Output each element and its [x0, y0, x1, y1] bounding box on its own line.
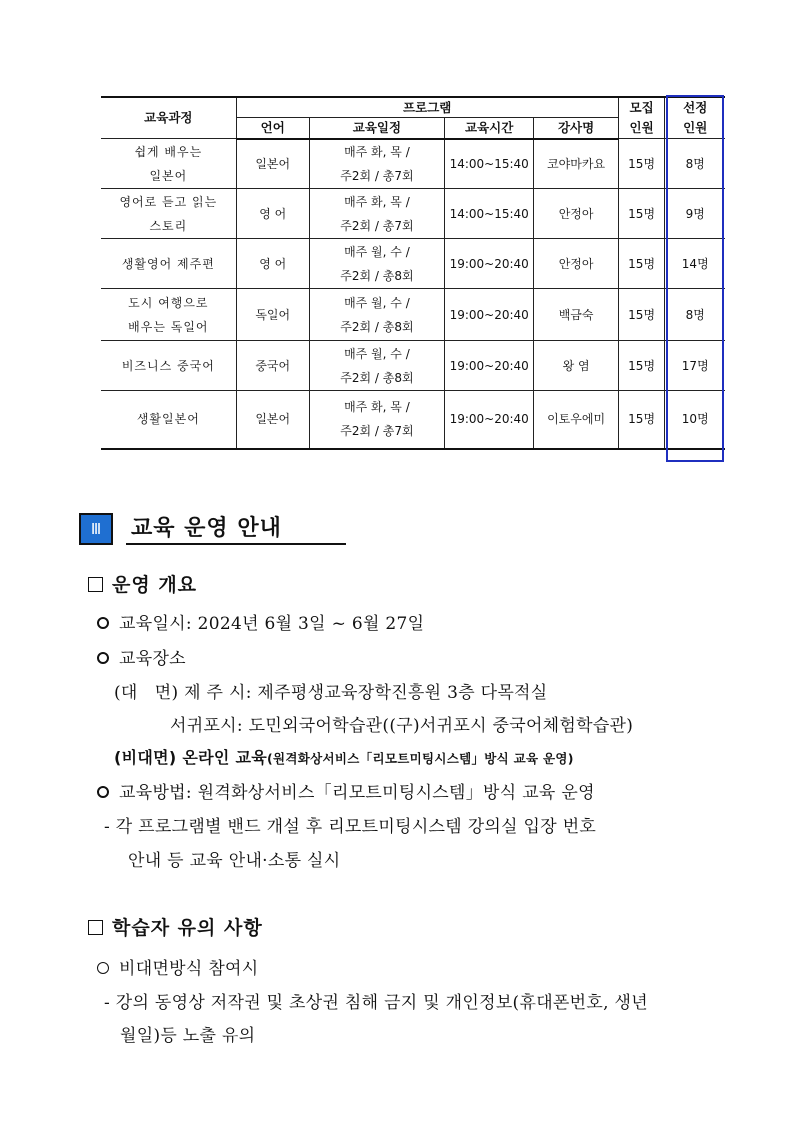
- header-time: 교육시간: [444, 118, 533, 139]
- table-row: [101, 239, 725, 289]
- teacher: 왕 염: [534, 341, 618, 391]
- place-offline-seogwipo: 서귀포시: 도민외국어학습관((구)서귀포시 중국어체험학습관): [170, 716, 634, 736]
- schedule: 매주 화, 목 / 주2회 / 총7회: [309, 391, 444, 449]
- teacher: 안정아: [534, 189, 618, 239]
- schedule: 매주 월, 수 / 주2회 / 총8회: [309, 239, 444, 289]
- recruit-count: 15명: [618, 189, 665, 239]
- recruit-count: 15명: [618, 289, 665, 341]
- method-detail-line1: - 각 프로그램별 밴드 개설 후 리모트미팅시스템 강의실 입장 번호: [104, 817, 597, 837]
- header-teacher: 강사명: [534, 118, 618, 139]
- table-row: [101, 341, 725, 391]
- header-selected: 선정 인원: [665, 97, 725, 139]
- language: 독일어: [236, 289, 309, 341]
- recruit-count: 15명: [618, 341, 665, 391]
- notice-heading: 학습자 유의 사항: [88, 913, 263, 940]
- language: 일본어: [236, 391, 309, 449]
- place-offline-jeju: (대 면) 제 주 시: 제주평생교육장학진흥원 3층 다목적실: [114, 683, 548, 703]
- language: 영 어: [236, 189, 309, 239]
- recruit-count: 15명: [618, 391, 665, 449]
- section-underline: [126, 543, 346, 545]
- section-number-badge: Ⅲ: [79, 513, 113, 545]
- time: 19:00~20:40: [444, 239, 533, 289]
- language: 일본어: [236, 139, 309, 189]
- checkbox-square-icon: [88, 920, 103, 935]
- notice-detail-line1: - 강의 동영상 저작권 및 초상권 침해 금지 및 개인정보(휴대폰번호, 생년: [104, 993, 648, 1013]
- header-course: 교육과정: [101, 97, 236, 139]
- language: 영 어: [236, 239, 309, 289]
- selected-count: 9명: [665, 189, 725, 239]
- course-name: 비즈니스 중국어: [101, 341, 236, 391]
- time: 19:00~20:40: [444, 391, 533, 449]
- table-row: [101, 189, 725, 239]
- table-row: [101, 139, 725, 189]
- course-name: 영어로 듣고 읽는 스토리: [101, 189, 236, 239]
- course-name: 도시 여행으로 배우는 독일어: [101, 289, 236, 341]
- selected-count: 14명: [665, 239, 725, 289]
- recruit-count: 15명: [618, 239, 665, 289]
- checkbox-square-icon: [88, 577, 103, 592]
- selected-count: 10명: [665, 391, 725, 449]
- bullet-circle-icon: [97, 617, 109, 629]
- table-row: [101, 391, 725, 449]
- header-language: 언어: [236, 118, 309, 139]
- place-online: (비대면) 온라인 교육(원격화상서비스「리모트미팅시스템」방식 교육 운영): [114, 748, 574, 767]
- header-program: 프로그램: [236, 97, 618, 118]
- method-detail-line2: 안내 등 교육 안내·소통 실시: [128, 851, 341, 871]
- bullet-circle-icon: [97, 962, 109, 974]
- selected-count: 8명: [665, 289, 725, 341]
- selected-count: 8명: [665, 139, 725, 189]
- section-title: 교육 운영 안내: [131, 516, 282, 541]
- program-table: [101, 96, 725, 450]
- teacher: 코야마카요: [534, 139, 618, 189]
- schedule: 매주 월, 수 / 주2회 / 총8회: [309, 341, 444, 391]
- recruit-count: 15명: [618, 139, 665, 189]
- course-name: 생활일본어: [101, 391, 236, 449]
- selected-count: 17명: [665, 341, 725, 391]
- time: 19:00~20:40: [444, 289, 533, 341]
- time: 14:00~15:40: [444, 189, 533, 239]
- schedule: 매주 화, 목 / 주2회 / 총7회: [309, 139, 444, 189]
- teacher: 안정아: [534, 239, 618, 289]
- education-method: 교육방법: 원격화상서비스「리모트미팅시스템」방식 교육 운영: [97, 778, 595, 803]
- teacher: 이토우에미: [534, 391, 618, 449]
- overview-heading: 운영 개요: [88, 570, 197, 597]
- bullet-circle-icon: [97, 652, 109, 664]
- header-schedule: 교육일정: [309, 118, 444, 139]
- notice-detail-line2: 월일)등 노출 유의: [120, 1026, 256, 1046]
- time: 14:00~15:40: [444, 139, 533, 189]
- time: 19:00~20:40: [444, 341, 533, 391]
- schedule: 매주 화, 목 / 주2회 / 총7회: [309, 189, 444, 239]
- education-place-label: 교육장소: [97, 644, 186, 669]
- course-name: 쉽게 배우는 일본어: [101, 139, 236, 189]
- notice-item: 비대면방식 참여시: [97, 954, 258, 979]
- schedule: 매주 월, 수 / 주2회 / 총8회: [309, 289, 444, 341]
- header-recruit: 모집 인원: [618, 97, 665, 139]
- education-date: 교육일시: 2024년 6월 3일 ~ 6월 27일: [97, 609, 424, 634]
- bullet-circle-icon: [97, 786, 109, 798]
- teacher: 백금숙: [534, 289, 618, 341]
- table-row: [101, 289, 725, 341]
- course-name: 생활영어 제주편: [101, 239, 236, 289]
- language: 중국어: [236, 341, 309, 391]
